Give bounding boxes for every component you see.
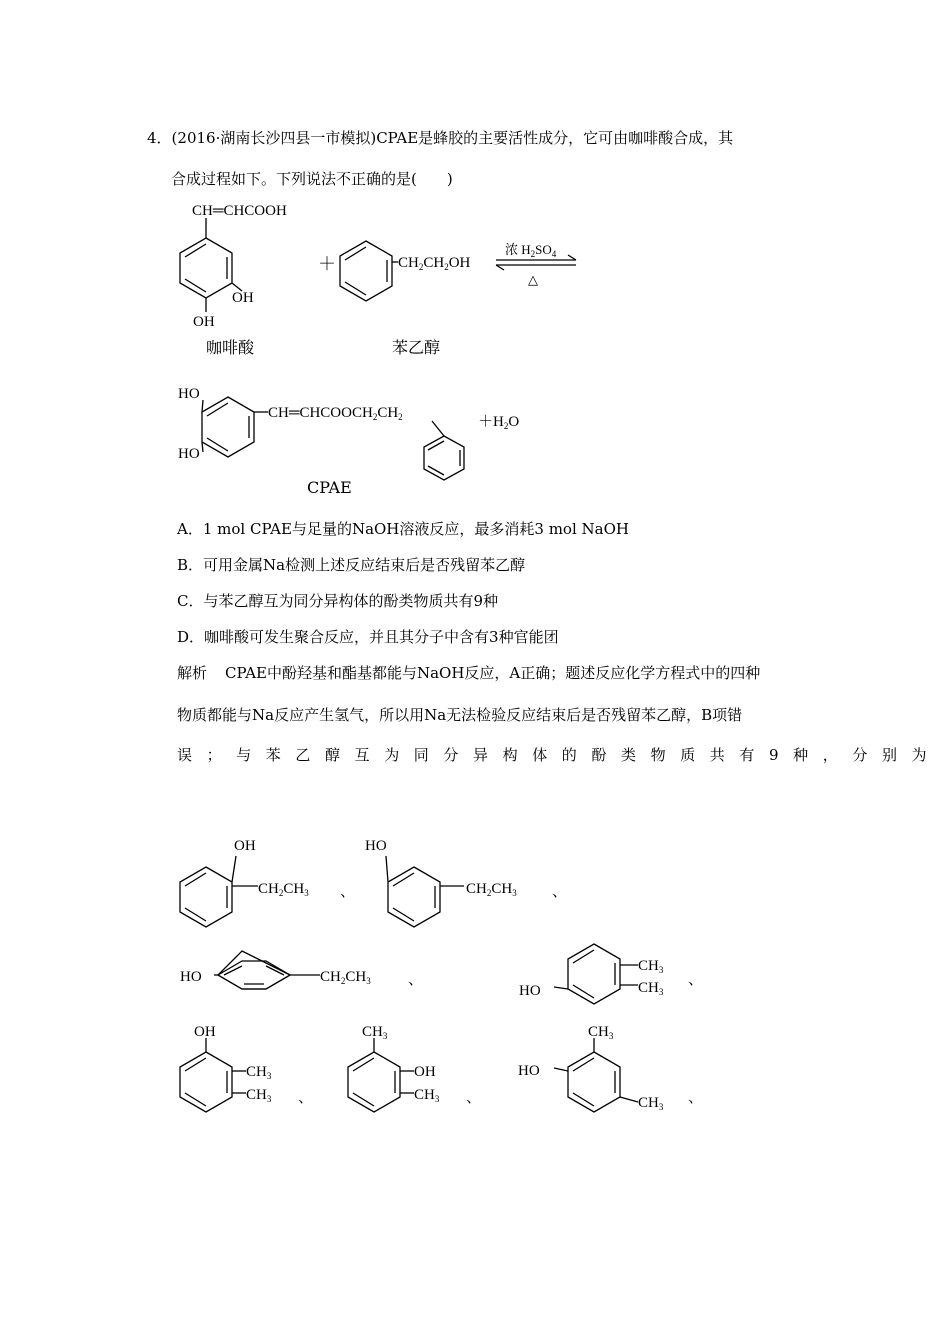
analysis-line-1: CPAE中酚羟基和酯基都能与NaOH反应，A正确；题述反应化学方程式中的四种 <box>225 664 761 682</box>
svg-text:CH2CH3: $CH_2CH_3$ <box>320 969 371 986</box>
isomer-2-4-dimethylphenol <box>518 1024 703 1112</box>
svg-text:HO: HO <box>519 983 541 999</box>
svg-text:、: 、 <box>552 882 568 900</box>
svg-text:CH3: $CH_3$ <box>414 1087 440 1104</box>
svg-text:、: 、 <box>340 882 356 900</box>
analysis-label: 解析 <box>177 664 208 682</box>
svg-text:CH2CH3: $CH_2CH_3$ <box>258 881 309 898</box>
question-line-2: 合成过程如下。下列说法不正确的是( ) <box>171 170 453 188</box>
phenylethanol-chain: $CH_2CH_2OH$ <box>398 255 471 272</box>
isomer-2-3-dimethylphenol <box>180 1024 313 1112</box>
cpae-phenyl-ring <box>424 436 464 480</box>
svg-text:HO: HO <box>180 969 202 985</box>
isomer-structures <box>0 820 950 1140</box>
option-d: D．咖啡酸可发生聚合反应，并且其分子中含有3种官能团 <box>177 628 559 646</box>
cpae-chain-text <box>268 405 278 425</box>
svg-text:、: 、 <box>466 1088 482 1106</box>
svg-text:CH3: $CH_3$ <box>638 958 664 975</box>
reaction-scheme <box>0 0 950 520</box>
svg-text:OH: OH <box>234 838 256 854</box>
svg-text:、: 、 <box>298 1088 314 1106</box>
option-a: A．1 mol CPAE与足量的NaOH溶液反应，最多消耗3 mol NaOH <box>177 520 629 538</box>
reaction-condition-bottom: △ <box>528 272 538 287</box>
svg-text:CH3: $CH_3$ <box>246 1064 272 1081</box>
isomer-4-ethylphenol <box>180 951 423 989</box>
svg-text:CH3: $CH_3$ <box>246 1087 272 1104</box>
svg-text:CH3: $CH_3$ <box>638 1095 664 1112</box>
svg-text:OH: OH <box>414 1064 436 1080</box>
svg-text:CH3: $CH_3$ <box>362 1024 388 1041</box>
svg-text:CH3: $CH_3$ <box>638 980 664 997</box>
svg-text:、: 、 <box>688 1088 704 1106</box>
option-c: C．与苯乙醇互为同分异构体的酚类物质共有9种 <box>177 592 499 610</box>
plus-sign: ＋ <box>318 254 336 274</box>
caffeic-acid-ring <box>180 238 232 298</box>
svg-text:HO: HO <box>518 1063 540 1079</box>
caffeic-acid-oh-para: OH <box>193 314 215 330</box>
svg-text:OH: OH <box>194 1024 216 1040</box>
cpae-catechol-ring <box>202 397 254 457</box>
question-line-1: 4．(2016·湖南长沙四县一市模拟)CPAE是蜂胶的主要活性成分，它可由咖啡酸合成，其 <box>147 129 734 147</box>
phenylethanol-chain-text <box>398 252 404 272</box>
caffeic-acid-oh-meta: OH <box>232 290 254 306</box>
option-b: B．可用金属Na检测上述反应结束后是否残留苯乙醇 <box>177 556 526 574</box>
isomer-ethyl-text <box>258 880 262 900</box>
svg-text:HO: HO <box>365 838 387 854</box>
svg-text:、: 、 <box>688 970 704 988</box>
reaction-condition-top: 浓 $H_2SO_4$ <box>505 242 557 259</box>
isomer-3-ethylphenol <box>365 838 567 927</box>
cpae-ho-top: HO <box>178 386 200 402</box>
analysis-line-3: 误；与苯乙醇互为同分异构体的酚类物质共有9种，分别为 <box>177 746 942 764</box>
isomer-2-ethylphenol <box>180 838 355 927</box>
svg-text:、: 、 <box>408 970 424 988</box>
byproduct-text <box>478 414 481 434</box>
svg-text:CH3: $CH_3$ <box>588 1024 614 1041</box>
isomer-methyl-text <box>638 958 640 978</box>
cpae-label: CPAE <box>307 478 352 497</box>
analysis-line-2: 物质都能与Na反应产生氢气，所以用Na无法检验反应结束后是否残留苯乙醇，B项错 <box>177 706 743 724</box>
phenylethanol-label: 苯乙醇 <box>392 338 441 357</box>
cpae-ho-bottom: HO <box>178 446 200 462</box>
caffeic-acid-side-chain: CH═CHCOOH <box>192 203 287 219</box>
isomer-3-4-dimethylphenol <box>519 944 703 1004</box>
cpae-chain: $CH═CHCOOCH_2CH_2$ <box>268 405 403 422</box>
byproduct-water: $+H_2O$ <box>478 414 520 431</box>
reaction-condition-top-text <box>505 243 510 263</box>
isomer-2-6-dimethylphenol <box>348 1024 481 1112</box>
svg-text:CH2CH3: $CH_2CH_3$ <box>466 881 517 898</box>
caffeic-oh-text <box>206 329 208 349</box>
phenylethanol-ring <box>340 241 392 301</box>
caffeic-acid-label: 咖啡酸 <box>206 338 255 357</box>
